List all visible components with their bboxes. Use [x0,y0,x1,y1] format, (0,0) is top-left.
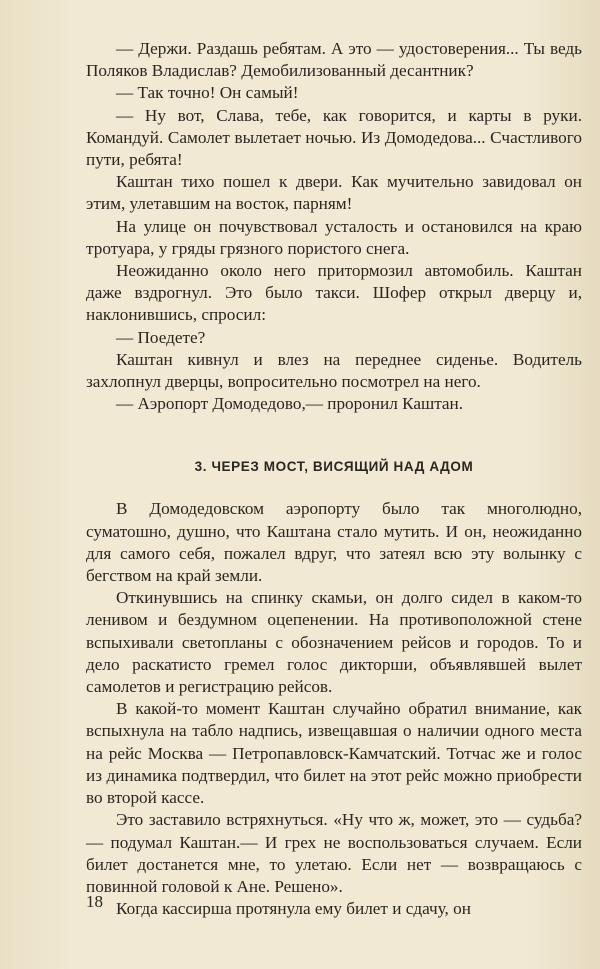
paragraph: — Держи. Раздашь ребятам. А это — удостоверения... Ты ведь Поляков Владислав? Демобилизованный десантник? [86,39,582,81]
paragraph: Это заставило встряхнуться. «Ну что ж, может, это — судьба? — подумал Каштан.— И грех не воспользоваться случаем. Если билет достанется мне, то улетаю. Если нет — возвращаюсь с повинной головой к Ане. Решено». [86,810,582,896]
chapter-heading: 3. ЧЕРЕЗ МОСТ, ВИСЯЩИЙ НАД АДОМ [194,459,474,475]
paragraph: — Аэропорт Домодедово,— проронил Каштан. [116,394,464,414]
paragraph: — Поедете? [116,327,206,347]
paragraph: В Домодедовском аэропорту было так многолюдно, суматошно, душно, что Каштана стало мутить. И он, неожиданно для самого себя, пожалел вдруг, что затеял всю эту волынку с бегством на край земли. [86,499,582,586]
paragraph: Каштан тихо пошел к двери. Как мучительно завидовал он этим, улетавшим на восток, парням! [86,172,582,214]
paragraph-continued: Когда кассирша протянула ему билет и сдачу, он [116,899,471,919]
paragraph: — Так точно! Он самый! [116,83,299,103]
paragraph: Неожиданно около него притормозил автомобиль. Каштан даже вздрогнул. Это было такси. Шофер открыл дверцу и, наклонившись, спросил: [86,261,582,325]
paragraph: — Ну вот, Слава, тебе, как говорится, и карты в руки. Командуй. Самолет вылетает ночью. Из Домодедова... Счастливого пути, ребята! [86,105,582,170]
paragraph: На улице он почувствовал усталость и остановился на краю тротуара, у гряды грязного пористого снега. [86,216,582,258]
paragraph: В какой-то момент Каштан случайно обратил внимание, как вспыхнула на табло надпись, извещавшая о наличии одного места на рейс Москва — Петропавловск-Камчатский. Тотчас же и голос из динамика подтвердил, что билет на этот рейс можно приобрести во второй кассе. [86,699,582,808]
page-number: 18 [86,892,103,911]
paragraph: Откинувшись на спинку скамьи, он долго сидел в каком-то ленивом и бездумном оцепенении. На противоположной стене вспыхивали светопланы с обозначением рейсов и городов. То и дело раскатисто гремел голос дикторши, объявлявшей вылет самолетов и регистрацию рейсов. [86,588,582,697]
paragraph: Каштан кивнул и влез на переднее сиденье. Водитель захлопнул дверцы, вопросительно посмотрел на него. [86,349,582,392]
